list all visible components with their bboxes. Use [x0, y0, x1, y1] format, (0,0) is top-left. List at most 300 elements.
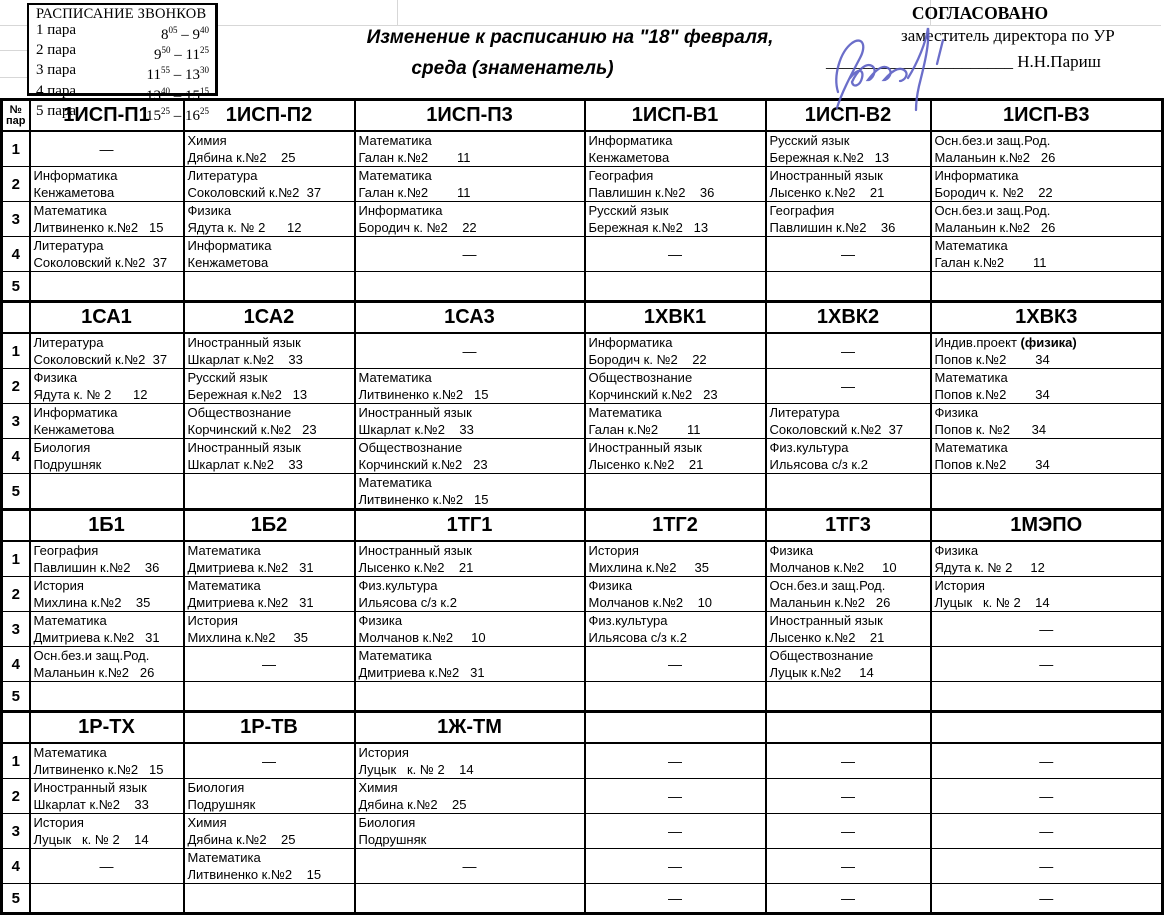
lesson-cell: — — [184, 743, 355, 779]
lesson-cell — [184, 577, 355, 612]
group-header: 1ИСП-В1 — [585, 100, 766, 132]
lesson-subject: Русский язык — [769, 133, 850, 148]
lesson-cell — [355, 743, 585, 779]
group-header: 1ТГ1 — [355, 510, 585, 542]
lesson-subject: Иностранный язык — [588, 440, 702, 455]
lesson-cell — [931, 474, 1163, 510]
group-header: 1ТГ2 — [585, 510, 766, 542]
lesson-cell — [766, 474, 931, 510]
lesson-teacher-room: Кенжаметова — [588, 150, 670, 165]
lesson-cell: — — [931, 884, 1163, 914]
lesson-subject: Химия — [187, 815, 227, 830]
lesson-subject: Физика — [588, 578, 633, 593]
lesson-subject: Физика — [187, 203, 232, 218]
lesson-teacher-room: Галан к.№2 11 — [358, 185, 471, 200]
lesson-subject: География — [33, 543, 99, 558]
group-header: 1СА1 — [30, 302, 184, 334]
schedule-row — [2, 541, 1163, 577]
lesson-teacher-room: Маланьин к.№2 26 — [769, 595, 891, 610]
schedule-row — [2, 167, 1163, 202]
group-header: 1ХВК2 — [766, 302, 931, 334]
group-header: 1СА3 — [355, 302, 585, 334]
lesson-cell: — — [766, 814, 931, 849]
lesson-cell — [30, 404, 184, 439]
lesson-subject: Обществознание — [588, 370, 693, 385]
lesson-subject: История — [187, 613, 238, 628]
period-number: 5 — [2, 272, 30, 302]
lesson-cell — [30, 647, 184, 682]
lesson-cell — [30, 202, 184, 237]
lesson-cell — [766, 439, 931, 474]
schedule-row — [2, 404, 1163, 439]
group-header: 1ИСП-П3 — [355, 100, 585, 132]
lesson-cell — [184, 237, 355, 272]
lesson-cell — [184, 682, 355, 712]
lesson-teacher-room: Подрушняк — [358, 832, 427, 847]
period-number: 2 — [2, 369, 30, 404]
lesson-cell: — — [585, 849, 766, 884]
lesson-teacher-room: Кенжаметова — [33, 185, 115, 200]
lesson-teacher-room: Павлишин к.№2 36 — [769, 220, 896, 235]
bell-row: 3 пара $11^{55} - 13^{30}$ — [36, 62, 209, 84]
page-title-line1: Изменение к расписанию на "18" февраля, — [366, 27, 774, 48]
lesson-subject: Физика — [358, 613, 403, 628]
lesson-teacher-room: Дмитриева к.№2 31 — [33, 630, 160, 645]
period-number: 5 — [2, 884, 30, 914]
lesson-teacher-room: Соколовский к.№2 37 — [769, 422, 904, 437]
lesson-teacher-room: Бородич к. №2 22 — [934, 185, 1053, 200]
lesson-cell — [184, 884, 355, 914]
lesson-cell — [184, 167, 355, 202]
lesson-subject: Биология — [187, 780, 245, 795]
lesson-subject: Информатика — [33, 405, 118, 420]
lesson-cell: — — [766, 333, 931, 369]
lesson-cell — [184, 779, 355, 814]
lesson-cell — [184, 814, 355, 849]
approval-heading: СОГЛАСОВАНО — [911, 3, 1049, 23]
group-header — [766, 712, 931, 744]
lesson-teacher-room: Михлина к.№2 35 — [187, 630, 308, 645]
lesson-subject: Иностранный язык — [769, 613, 883, 628]
lesson-subject: Физ.культура — [358, 578, 438, 593]
approval-role: заместитель директора по УР — [901, 26, 1115, 45]
lesson-cell: — — [766, 743, 931, 779]
lesson-cell — [585, 272, 766, 302]
lesson-cell: — — [355, 237, 585, 272]
lesson-cell — [355, 167, 585, 202]
lesson-cell — [30, 272, 184, 302]
gridline — [0, 77, 27, 78]
bell-row: 4 пара $13^{40} - 15^{15}$ — [36, 82, 209, 104]
lesson-cell: — — [931, 612, 1163, 647]
schedule-row — [2, 849, 1163, 884]
lesson-subject: Осн.без.и защ.Род. — [769, 578, 886, 593]
section-header-row — [2, 302, 1163, 334]
lesson-teacher-room: Луцык к. № 2 14 — [934, 595, 1050, 610]
lesson-subject: Биология — [358, 815, 416, 830]
gridline — [0, 50, 27, 51]
lesson-subject: История — [33, 815, 84, 830]
period-number: 3 — [2, 404, 30, 439]
schedule-row — [2, 369, 1163, 404]
lesson-cell — [30, 167, 184, 202]
period-number: 1 — [2, 333, 30, 369]
group-header: 1ИСП-П1 — [30, 100, 184, 132]
signature-underscores: ______________________ — [826, 52, 1013, 71]
lesson-cell — [766, 612, 931, 647]
lesson-teacher-room: Шкарлат к.№2 33 — [187, 352, 303, 367]
lesson-teacher-room: Ильясова с/з к.2 — [358, 595, 457, 610]
lesson-cell — [931, 439, 1163, 474]
lesson-cell: — — [355, 849, 585, 884]
group-header: 1ИСП-П2 — [184, 100, 355, 132]
approver-name: Н.Н.Париш — [1017, 52, 1101, 71]
lesson-cell — [355, 202, 585, 237]
period-number: 4 — [2, 647, 30, 682]
lesson-subject: Математика — [187, 850, 261, 865]
lesson-teacher-room: Лысенко к.№2 21 — [358, 560, 474, 575]
lesson-subject: Математика — [358, 370, 432, 385]
lesson-subject: Литература — [33, 238, 104, 253]
lesson-cell — [184, 369, 355, 404]
lesson-teacher-room: Кенжаметова — [187, 255, 269, 270]
bell-row: 2 пара $9^{50} - 11^{25}$ — [36, 42, 209, 64]
lesson-subject: Информатика — [934, 168, 1019, 183]
lesson-teacher-room: Михлина к.№2 35 — [33, 595, 151, 610]
lesson-subject: Иностранный язык — [187, 335, 301, 350]
lesson-cell — [184, 333, 355, 369]
lesson-teacher-room: Подрушняк — [33, 457, 102, 472]
lesson-subject: Математика — [358, 475, 432, 490]
lesson-teacher-room: Михлина к.№2 35 — [588, 560, 709, 575]
lesson-cell: — — [931, 743, 1163, 779]
lesson-cell — [355, 779, 585, 814]
lesson-teacher-room: Ядута к. № 2 12 — [187, 220, 302, 235]
lesson-cell — [766, 167, 931, 202]
lesson-cell — [585, 682, 766, 712]
lesson-teacher-room: Дябина к.№2 25 — [358, 797, 467, 812]
period-number: 4 — [2, 439, 30, 474]
lesson-teacher-room: Шкарлат к.№2 33 — [187, 457, 303, 472]
lesson-teacher-room: Ядута к. № 2 12 — [33, 387, 148, 402]
bell-schedule-title: РАСПИСАНИЕ ЗВОНКОВ — [36, 6, 207, 22]
lesson-cell — [585, 369, 766, 404]
lesson-cell: — — [931, 849, 1163, 884]
lesson-teacher-room: Павлишин к.№2 36 — [588, 185, 715, 200]
period-column-header — [2, 510, 30, 542]
lesson-cell — [931, 404, 1163, 439]
period-number: 5 — [2, 682, 30, 712]
lesson-subject: Русский язык — [187, 370, 268, 385]
group-header — [585, 712, 766, 744]
lesson-subject: Химия — [187, 133, 227, 148]
lesson-cell: — — [766, 849, 931, 884]
lesson-subject: Математика — [934, 440, 1008, 455]
lesson-cell — [766, 541, 931, 577]
lesson-subject: Физика — [33, 370, 78, 385]
lesson-cell — [30, 577, 184, 612]
lesson-teacher-room: Шкарлат к.№2 33 — [33, 797, 149, 812]
lesson-cell — [184, 612, 355, 647]
lesson-subject: Информатика — [588, 133, 673, 148]
lesson-teacher-room: Галан к.№2 11 — [358, 150, 471, 165]
lesson-cell — [30, 541, 184, 577]
lesson-teacher-room: Литвиненко к.№2 15 — [33, 762, 164, 777]
period-number: 1 — [2, 541, 30, 577]
section-header-row — [2, 712, 1163, 744]
lesson-cell — [355, 131, 585, 167]
schedule-row — [2, 439, 1163, 474]
period-number: 5 — [2, 474, 30, 510]
lesson-cell: — — [30, 131, 184, 167]
period-number: 4 — [2, 237, 30, 272]
schedule-row — [2, 884, 1163, 914]
lesson-cell — [355, 369, 585, 404]
lesson-cell — [30, 333, 184, 369]
lesson-teacher-room: Дябина к.№2 25 — [187, 832, 296, 847]
lesson-subject: История — [934, 578, 985, 593]
lesson-subject: Физика — [934, 543, 979, 558]
schedule-row — [2, 474, 1163, 510]
lesson-subject: География — [769, 203, 835, 218]
lesson-subject: История — [588, 543, 639, 558]
lesson-cell — [355, 884, 585, 914]
lesson-teacher-room: Луцык к. № 2 14 — [33, 832, 149, 847]
lesson-subject: Математика — [33, 745, 107, 760]
lesson-subject: Математика — [588, 405, 662, 420]
lesson-teacher-room: Бережная к.№2 13 — [588, 220, 709, 235]
lesson-cell — [184, 849, 355, 884]
period-column-header — [2, 712, 30, 744]
lesson-teacher-room: Литвиненко к.№2 15 — [33, 220, 164, 235]
lesson-subject: Математика — [33, 613, 107, 628]
lesson-subject: Математика — [187, 578, 261, 593]
lesson-cell: — — [585, 743, 766, 779]
lesson-cell — [30, 779, 184, 814]
lesson-teacher-room: Корчинский к.№2 23 — [358, 457, 488, 472]
signature-handwriting-icon — [800, 18, 1000, 110]
lesson-teacher-room: Бережная к.№2 13 — [769, 150, 890, 165]
lesson-cell — [931, 369, 1163, 404]
lesson-cell — [30, 439, 184, 474]
lesson-cell: — — [585, 779, 766, 814]
schedule-row — [2, 237, 1163, 272]
lesson-cell: — — [585, 647, 766, 682]
lesson-teacher-room: Молчанов к.№2 10 — [588, 595, 713, 610]
page-title — [280, 22, 860, 84]
lesson-teacher-room: Молчанов к.№2 10 — [769, 560, 897, 575]
lesson-cell: — — [585, 237, 766, 272]
lesson-cell — [931, 131, 1163, 167]
group-header: 1СА2 — [184, 302, 355, 334]
lesson-subject: Литература — [187, 168, 258, 183]
schedule-row — [2, 682, 1163, 712]
lesson-cell: — — [931, 647, 1163, 682]
lesson-subject: Русский язык — [588, 203, 669, 218]
lesson-cell — [355, 647, 585, 682]
lesson-subject: Обществознание — [358, 440, 463, 455]
lesson-cell — [184, 202, 355, 237]
bell-row: 5 пара $15^{25} - 16^{25}$ — [36, 102, 209, 124]
group-header: 1МЭПО — [931, 510, 1163, 542]
lesson-cell: — — [355, 333, 585, 369]
bell-schedule-rows — [36, 23, 209, 124]
lesson-teacher-room: Бородич к. №2 22 — [588, 352, 707, 367]
lesson-subject: Иностранный язык — [358, 405, 472, 420]
lesson-subject: Математика — [33, 203, 107, 218]
lesson-cell — [355, 474, 585, 510]
lesson-cell — [585, 577, 766, 612]
lesson-cell — [184, 272, 355, 302]
lesson-cell — [931, 682, 1163, 712]
period-number: 3 — [2, 612, 30, 647]
lesson-teacher-room: Павлишин к.№2 36 — [33, 560, 160, 575]
lesson-subject: Иностранный язык — [358, 543, 472, 558]
lesson-teacher-room: Литвиненко к.№2 15 — [358, 492, 489, 507]
schedule-table — [0, 98, 1164, 915]
lesson-cell: — — [585, 814, 766, 849]
lesson-teacher-room: Шкарлат к.№2 33 — [358, 422, 474, 437]
lesson-subject: История — [358, 745, 409, 760]
lesson-cell — [585, 333, 766, 369]
lesson-cell — [355, 404, 585, 439]
lesson-teacher-room: Бережная к.№2 13 — [187, 387, 308, 402]
lesson-teacher-room: Ильясова с/з к.2 — [588, 630, 687, 645]
lesson-subject: Осн.без.и защ.Род. — [33, 648, 150, 663]
lesson-cell — [585, 167, 766, 202]
lesson-teacher-room: Маланьин к.№2 26 — [934, 150, 1056, 165]
lesson-cell — [30, 743, 184, 779]
lesson-cell — [585, 202, 766, 237]
lesson-subject: Индив.проект (физика) — [934, 335, 1077, 350]
lesson-cell: — — [184, 647, 355, 682]
group-header: 1Р-ТХ — [30, 712, 184, 744]
lesson-cell — [30, 814, 184, 849]
lesson-cell: — — [585, 884, 766, 914]
lesson-cell — [355, 577, 585, 612]
lesson-subject: Литература — [769, 405, 840, 420]
lesson-cell — [931, 202, 1163, 237]
lesson-teacher-room: Корчинский к.№2 23 — [187, 422, 317, 437]
lesson-teacher-room: Луцык к.№2 14 — [769, 665, 874, 680]
group-header: 1ХВК3 — [931, 302, 1163, 334]
lesson-subject: Информатика — [358, 203, 443, 218]
period-column-header — [2, 302, 30, 334]
lesson-subject: Обществознание — [769, 648, 874, 663]
period-number: 1 — [2, 131, 30, 167]
lesson-cell — [585, 474, 766, 510]
lesson-cell — [30, 369, 184, 404]
lesson-teacher-room: Лысенко к.№2 21 — [769, 185, 885, 200]
lesson-cell — [585, 612, 766, 647]
lesson-subject: Информатика — [588, 335, 673, 350]
lesson-cell — [766, 131, 931, 167]
group-header — [931, 712, 1163, 744]
lesson-teacher-room: Корчинский к.№2 23 — [588, 387, 718, 402]
lesson-subject: Математика — [934, 370, 1008, 385]
lesson-subject: География — [588, 168, 654, 183]
lesson-cell — [766, 404, 931, 439]
group-header: 1Р-ТВ — [184, 712, 355, 744]
page-title-line2: среда (знаменатель) — [411, 58, 614, 79]
group-header: 1Ж-ТМ — [355, 712, 585, 744]
schedule-row — [2, 743, 1163, 779]
lesson-cell: — — [766, 884, 931, 914]
lesson-subject: Математика — [358, 648, 432, 663]
group-header: 1ХВК1 — [585, 302, 766, 334]
lesson-cell — [766, 272, 931, 302]
lesson-cell — [30, 237, 184, 272]
lesson-cell — [931, 167, 1163, 202]
lesson-teacher-room: Лысенко к.№2 21 — [588, 457, 704, 472]
lesson-teacher-room: Дмитриева к.№2 31 — [358, 665, 485, 680]
group-header: 1Б2 — [184, 510, 355, 542]
lesson-teacher-room: Соколовский к.№2 37 — [187, 185, 322, 200]
lesson-subject: Математика — [358, 168, 432, 183]
bell-row: 1 пара $8^{05} - 9^{40}$ — [36, 22, 209, 43]
lesson-cell — [355, 814, 585, 849]
lesson-teacher-room: Дябина к.№2 25 — [187, 150, 296, 165]
lesson-cell — [184, 541, 355, 577]
lesson-teacher-room: Соколовский к.№2 37 — [33, 255, 168, 270]
lesson-cell — [30, 884, 184, 914]
lesson-cell — [30, 612, 184, 647]
lesson-cell: — — [931, 779, 1163, 814]
lesson-teacher-room: Молчанов к.№2 10 — [358, 630, 486, 645]
period-number: 1 — [2, 743, 30, 779]
lesson-teacher-room: Литвиненко к.№2 15 — [187, 867, 322, 882]
lesson-cell: — — [766, 237, 931, 272]
gridline — [0, 25, 27, 26]
lesson-teacher-room: Кенжаметова — [33, 422, 115, 437]
lesson-teacher-room: Луцык к. № 2 14 — [358, 762, 474, 777]
lesson-subject: Математика — [934, 238, 1008, 253]
lesson-teacher-room: Соколовский к.№2 37 — [33, 352, 168, 367]
lesson-teacher-room: Литвиненко к.№2 15 — [358, 387, 489, 402]
lesson-teacher-room: Ильясова с/з к.2 — [769, 457, 868, 472]
lesson-cell — [931, 237, 1163, 272]
lesson-cell — [766, 682, 931, 712]
group-header: 1ТГ3 — [766, 510, 931, 542]
period-number: 2 — [2, 779, 30, 814]
lesson-cell — [766, 647, 931, 682]
group-header: 1ИСП-В3 — [931, 100, 1163, 132]
lesson-cell — [931, 272, 1163, 302]
lesson-subject: Физика — [934, 405, 979, 420]
lesson-subject: Биология — [33, 440, 91, 455]
lesson-cell: — — [766, 369, 931, 404]
lesson-cell: — — [30, 849, 184, 884]
lesson-cell — [355, 612, 585, 647]
lesson-cell — [766, 577, 931, 612]
group-header: 1ИСП-В2 — [766, 100, 931, 132]
lesson-cell — [931, 541, 1163, 577]
lesson-teacher-room: Бородич к. №2 22 — [358, 220, 477, 235]
lesson-teacher-room: Маланьин к.№2 26 — [934, 220, 1056, 235]
lesson-subject: Обществознание — [187, 405, 292, 420]
schedule-row — [2, 577, 1163, 612]
lesson-cell — [355, 541, 585, 577]
section-header-row — [2, 510, 1163, 542]
schedule-row — [2, 333, 1163, 369]
lesson-teacher-room: Попов к.№2 34 — [934, 457, 1050, 472]
lesson-cell — [585, 541, 766, 577]
lesson-subject: Информатика — [33, 168, 118, 183]
lesson-subject: Иностранный язык — [187, 440, 301, 455]
lesson-cell — [931, 577, 1163, 612]
lesson-cell — [184, 474, 355, 510]
lesson-cell — [355, 272, 585, 302]
